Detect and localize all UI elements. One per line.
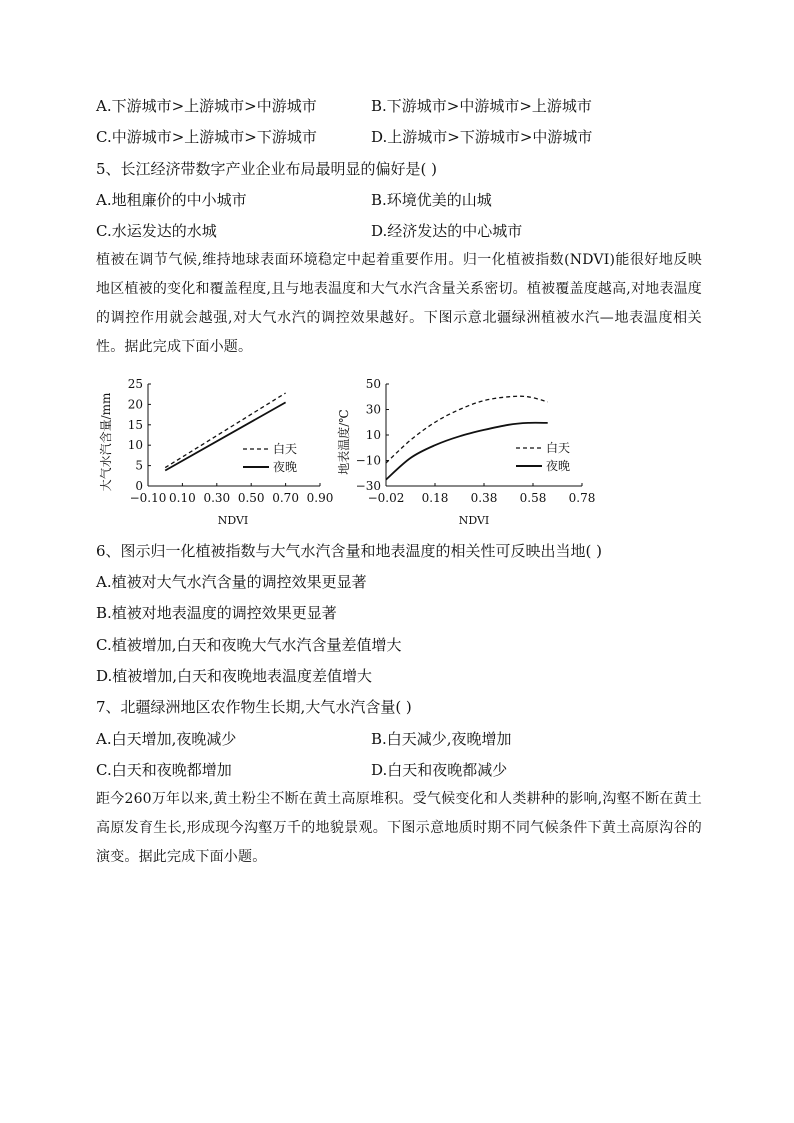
- chart1-x-tick-label: 0.90: [306, 491, 334, 505]
- q6-stem: 6、图示归一化植被指数与大气水汽含量和地表温度的相关性可反映出当地( ): [96, 542, 603, 560]
- chart1-y-tick-label: 10: [127, 438, 143, 453]
- chart2-y-label: 地表温度/℃: [337, 409, 351, 475]
- chart2-x-tick-label: 0.18: [421, 491, 449, 505]
- chart2-series-night: [386, 423, 548, 480]
- q5-option-d: D.经济发达的中心城市: [371, 222, 523, 240]
- chart2-y-tick-label: −10: [355, 453, 381, 468]
- chart1-x-tick-label: 0.50: [237, 491, 265, 505]
- passage-loess-plateau: 距今260万年以来,黄土粉尘不断在黄土高原堆积。受气候变化和人类耕种的影响,沟壑不断在黄土高原发育生长,形成现今沟壑万千的地貌景观。下图示意地质时期不同气候条件下黄土高原沟谷的演变。据此完成下面小题。: [96, 791, 702, 865]
- q5-option-c: C.水运发达的水城: [96, 222, 217, 240]
- chart2-y-tick-label: 10: [365, 428, 381, 442]
- chart2-x-tick-label: 0.38: [470, 491, 498, 505]
- chart2-y-tick-label: −30: [355, 479, 381, 493]
- chart2-series-day: [386, 396, 548, 463]
- q5-option-a: A.地租廉价的中小城市: [96, 191, 247, 209]
- chart2-x-tick-label: −0.02: [367, 491, 405, 505]
- q6-option-d: D.植被增加,白天和夜晚地表温度差值增大: [96, 667, 373, 685]
- chart1-x-tick-label: −0.10: [129, 491, 167, 505]
- chart1-legend-night-label: 夜晚: [273, 460, 298, 474]
- chart1-y-label: 大气水汽含量/mm: [99, 392, 113, 492]
- passage-vegetation: 植被在调节气候,维持地球表面环境稳定中起着重要作用。归一化植被指数(NDVI)能很好地反映地区植被的变化和覆盖程度,且与地表温度和大气水汽含量关系密切。植被覆盖度越高,对地表温度的调控作用就会越强,对大气水汽的调控效果越好。下图示意北疆绿洲植被水汽—地表温度相关性。据此完成下面小题。: [96, 252, 702, 355]
- chart1-y-tick-label: 0: [135, 479, 143, 493]
- q4-option-a: A.下游城市>上游城市>中游城市: [96, 97, 317, 115]
- chart1-y-tick-label: 15: [127, 417, 143, 432]
- chart1-x-label: NDVI: [217, 514, 249, 527]
- chart2-x-label: NDVI: [458, 514, 490, 527]
- q4-option-d: D.上游城市>下游城市>中游城市: [371, 128, 593, 146]
- q5-stem: 5、长江经济带数字产业企业布局最明显的偏好是( ): [96, 160, 438, 178]
- chart2-x-tick-label: 0.78: [568, 491, 596, 505]
- chart-surface-temperature: [336, 377, 595, 527]
- chart1-x-tick-label: 0.70: [272, 491, 299, 505]
- q6-option-c: C.植被增加,白天和夜晚大气水汽含量差值增大: [96, 636, 402, 654]
- chart2-legend-night-label: 夜晚: [546, 459, 571, 473]
- chart1-y-tick-label: 5: [135, 458, 143, 473]
- q4-option-c: C.中游城市>上游城市>下游城市: [96, 128, 317, 146]
- chart1-legend-day-label: 白天: [273, 442, 298, 456]
- q7-option-d: D.白天和夜晚都减少: [371, 761, 508, 779]
- q7-stem: 7、北疆绿洲地区农作物生长期,大气水汽含量( ): [96, 698, 412, 716]
- chart1-x-tick-label: 0.30: [203, 491, 231, 505]
- q7-option-b: B.白天减少,夜晚增加: [371, 730, 512, 748]
- q7-option-c: C.白天和夜晚都增加: [96, 761, 232, 779]
- chart1-series-night: [165, 402, 285, 470]
- chart-water-vapor: [98, 377, 333, 527]
- q6-option-a: A.植被对大气水汽含量的调控效果更显著: [96, 573, 367, 591]
- q6-option-b: B.植被对地表温度的调控效果更显著: [96, 604, 337, 622]
- chart2-y-tick-label: 50: [365, 377, 381, 391]
- chart1-series-day: [165, 393, 285, 468]
- chart2-x-tick-label: 0.58: [519, 491, 547, 505]
- ndvi-charts: [88, 374, 608, 534]
- chart2-legend-day-label: 白天: [546, 441, 571, 455]
- q4-option-b: B.下游城市>中游城市>上游城市: [371, 97, 592, 115]
- q5-option-b: B.环境优美的山城: [371, 191, 492, 209]
- q7-option-a: A.白天增加,夜晚减少: [96, 730, 237, 748]
- chart1-y-tick-label: 25: [127, 377, 143, 391]
- chart1-x-tick-label: 0.10: [169, 491, 196, 505]
- chart1-y-tick-label: 20: [127, 397, 143, 412]
- chart2-y-tick-label: 30: [365, 402, 381, 417]
